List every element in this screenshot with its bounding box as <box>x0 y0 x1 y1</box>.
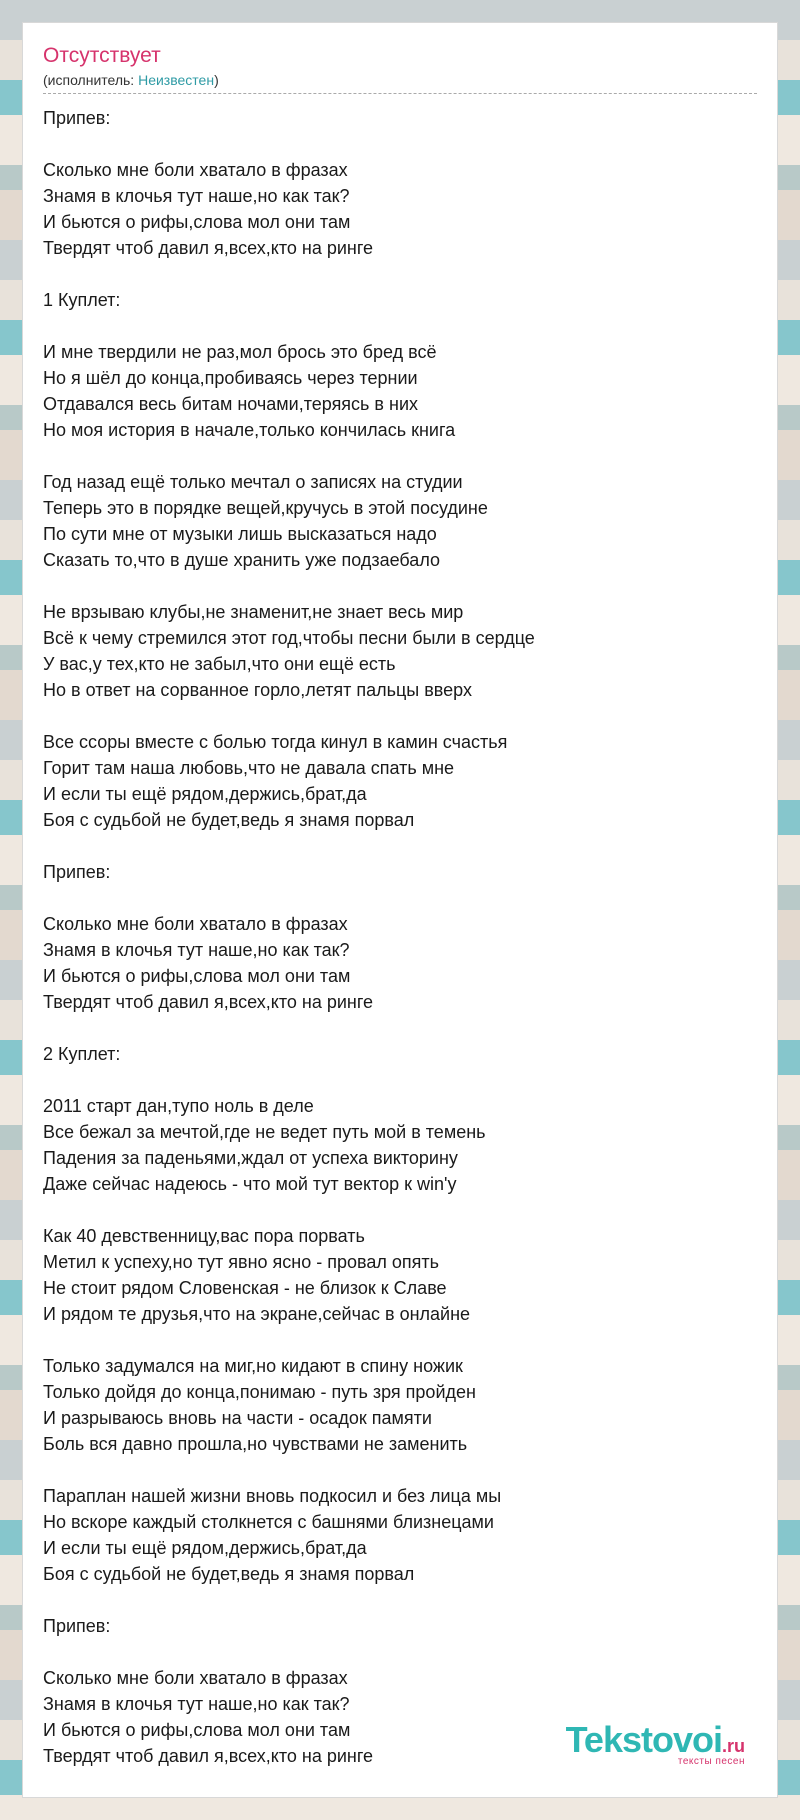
lyrics-stanza <box>43 859 757 885</box>
lyrics-line: Припев: <box>43 1616 111 1636</box>
lyrics-line: Сколько мне боли хватало в фразах <box>43 160 348 180</box>
lyrics-line: Отдавался весь битам ночами,теряясь в них <box>43 394 418 414</box>
lyrics-line: И разрываюсь вновь на части - осадок памяти <box>43 1408 432 1428</box>
lyrics-line: Метил к успеху,но тут явно ясно - провал опять <box>43 1252 440 1272</box>
lyrics-line: Всё к чему стремился этот год,чтобы песни были в сердце <box>43 628 535 648</box>
lyrics-line: Только дойдя до конца,понимаю - путь зря пройден <box>43 1382 476 1402</box>
lyrics-stanza <box>43 339 757 443</box>
lyrics-stanza <box>43 729 757 833</box>
lyrics-line: И бьются о рифы,слова мол они там <box>43 966 351 986</box>
lyrics-stanza <box>43 1483 757 1587</box>
lyrics-stanza <box>43 599 757 703</box>
lyrics-line: И рядом те друзья,что на экране,сейчас в онлайне <box>43 1304 471 1324</box>
lyrics-line: Сколько мне боли хватало в фразах <box>43 1668 348 1688</box>
lyrics-line: Знамя в клочья тут наше,но как так? <box>43 940 350 960</box>
artist-link[interactable]: Неизвестен <box>138 72 215 88</box>
lyrics-line: Как 40 девственницу,вас пора порвать <box>43 1226 365 1246</box>
artist-prefix: (исполнитель: <box>43 72 139 88</box>
lyrics-stanza <box>43 469 757 573</box>
lyrics-line: И если ты ещё рядом,держись,брат,да <box>43 784 367 804</box>
lyrics-stanza <box>43 1353 757 1457</box>
lyrics-line: Но в ответ на сорванное горло,летят пальцы вверх <box>43 680 472 700</box>
lyrics-line: Твердят чтоб давил я,всех,кто на ринге <box>43 992 374 1012</box>
lyrics-line: Горит там наша любовь,что не давала спать мне <box>43 758 455 778</box>
lyrics-line: Не стоит рядом Словенская - не близок к Славе <box>43 1278 447 1298</box>
lyrics-line: У вас,у тех,кто не забыл,что они ещё есть <box>43 654 396 674</box>
lyrics-line: Сказать то,что в душе хранить уже подзаебало <box>43 550 441 570</box>
lyrics-line: Припев: <box>43 108 111 128</box>
lyrics-line: Но вскоре каждый столкнется с башнями близнецами <box>43 1512 494 1532</box>
lyrics-line: 2 Куплет: <box>43 1044 121 1064</box>
lyrics-stanza <box>43 911 757 1015</box>
lyrics-stanza <box>43 157 757 261</box>
lyrics-line: Сколько мне боли хватало в фразах <box>43 914 348 934</box>
artist-suffix: ) <box>214 72 219 88</box>
lyrics-line: 1 Куплет: <box>43 290 121 310</box>
lyrics-line: Знамя в клочья тут наше,но как так? <box>43 1694 350 1714</box>
lyrics-body <box>43 105 757 1795</box>
lyrics-line: Даже сейчас надеюсь - что мой тут вектор к win'у <box>43 1174 457 1194</box>
lyrics-stanza <box>43 1041 757 1067</box>
lyrics-line: И если ты ещё рядом,держись,брат,да <box>43 1538 367 1558</box>
logo-tagline: тексты песен <box>677 1756 745 1767</box>
lyrics-line: И бьются о рифы,слова мол они там <box>43 212 351 232</box>
lyrics-line: И мне твердили не раз,мол брось это бред всё <box>43 342 437 362</box>
lyrics-line: Год назад ещё только мечтал о записях на студии <box>43 472 463 492</box>
header-divider <box>43 93 757 94</box>
lyrics-line: Припев: <box>43 862 111 882</box>
lyrics-line: Параплан нашей жизни вновь подкосил и без лица мы <box>43 1486 502 1506</box>
logo-tld: .ru <box>721 1736 745 1756</box>
lyrics-line: Но моя история в начале,только кончилась книга <box>43 420 456 440</box>
song-header <box>43 43 757 89</box>
lyrics-line: Знамя в клочья тут наше,но как так? <box>43 186 350 206</box>
song-title: Отсутствует <box>43 44 161 67</box>
lyrics-line: И бьются о рифы,слова мол они там <box>43 1720 351 1740</box>
lyrics-line: По сути мне от музыки лишь высказаться надо <box>43 524 437 544</box>
lyrics-line: Твердят чтоб давил я,всех,кто на ринге <box>43 238 374 258</box>
lyrics-line: Теперь это в порядке вещей,кручусь в этой посудине <box>43 498 488 518</box>
lyrics-stanza <box>43 1613 757 1639</box>
lyrics-stanza <box>43 105 757 131</box>
lyrics-line: Падения за паденьями,ждал от успеха викторину <box>43 1148 458 1168</box>
lyrics-line: Боя с судьбой не будет,ведь я знамя порвал <box>43 810 415 830</box>
lyrics-line: Но я шёл до конца,пробиваясь через тернии <box>43 368 418 388</box>
lyrics-line: Только задумался на миг,но кидают в спину ножик <box>43 1356 463 1376</box>
lyrics-line: Не врзываю клубы,не знаменит,не знает весь мир <box>43 602 464 622</box>
lyrics-stanza <box>43 287 757 313</box>
lyrics-card <box>22 22 778 1798</box>
lyrics-line: Все ссоры вместе с болью тогда кинул в камин счастья <box>43 732 508 752</box>
lyrics-stanza <box>43 1223 757 1327</box>
lyrics-stanza <box>43 1093 757 1197</box>
lyrics-line: Боя с судьбой не будет,ведь я знамя порвал <box>43 1564 415 1584</box>
lyrics-line: Твердят чтоб давил я,всех,кто на ринге <box>43 1746 374 1766</box>
lyrics-line: Все бежал за мечтой,где не ведет путь мой в темень <box>43 1122 486 1142</box>
lyrics-line: 2011 старт дан,тупо ноль в деле <box>43 1096 314 1116</box>
logo-wordmark: Tekstovoi <box>565 1719 722 1760</box>
lyrics-line: Боль вся давно прошла,но чувствами не заменить <box>43 1434 468 1454</box>
site-logo[interactable] <box>565 1719 745 1767</box>
artist-meta <box>43 71 757 89</box>
